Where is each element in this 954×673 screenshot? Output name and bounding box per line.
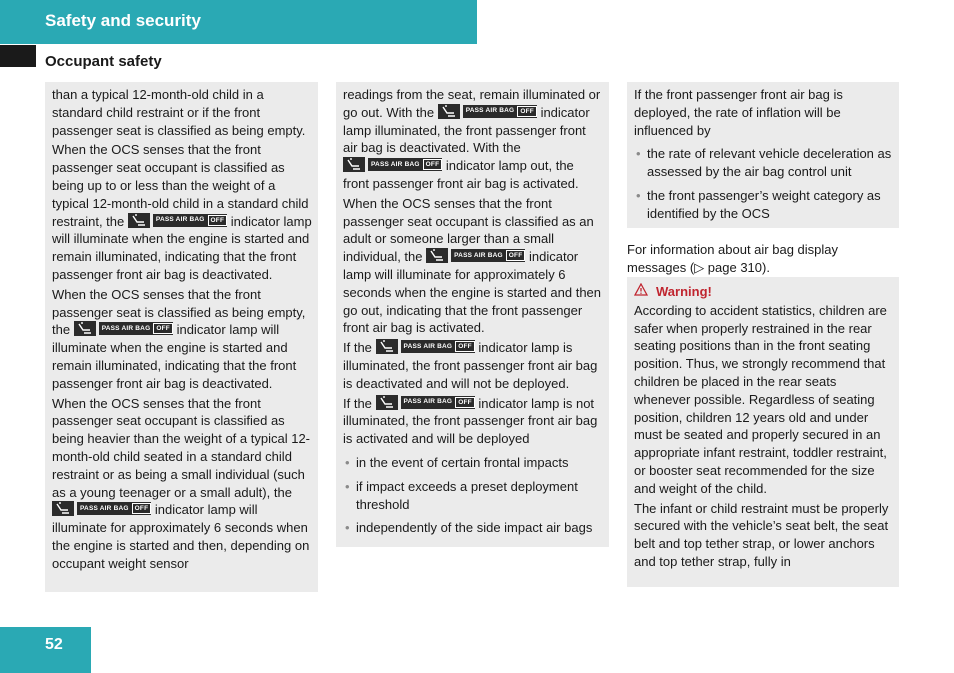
paragraph: When the OCS senses that the front passenger seat occupant is classified as an adult or someone larger than a small individual, the PASS AIR BAG OFF indicator lamp will illuminate for approximately 6 seconds when the engine is started and then go out, indicating that the front passenger front air bag is activated.	[343, 195, 602, 336]
paragraph: According to accident statistics, children are safer when properly restrained in the rear seating positions than in the front seating position. Thus, we strongly recommend that children be placed in the rear seats whenever possible. Regardless of seating position, children 12 years old and under must be seated and properly secured in an appropriate infant restraint, toddler restraint, or booster seat recommended for the size and weight of the child.	[634, 302, 887, 496]
warning-heading	[634, 283, 893, 301]
page-number: 52	[45, 636, 63, 653]
section-marker	[0, 45, 36, 67]
paragraph: When the OCS senses that the front passenger seat occupant is classified as being heavier than the weight of a typical 12-month-old child seated in a standard child restraint or as being a small individual (such as a young teenager or a small adult), the PASS AIR BAG OFF indicator lamp will illuminate for approximately 6 seconds when the engine is started and then, depending on occupant weight sensor	[52, 395, 311, 571]
paragraph: If the PASS AIR BAG OFF indicator lamp is not illuminated, the front passenger front air bag is activated and will be deployed	[343, 395, 598, 447]
pass-air-bag-off-icon: PASS AIR BAG OFF	[343, 157, 442, 172]
column-3-panel	[627, 82, 899, 228]
pass-air-bag-off-icon: PASS AIR BAG OFF	[74, 321, 173, 336]
section-title: Occupant safety	[45, 53, 162, 70]
list-item: • the front passenger’s weight category as identified by the OCS	[636, 187, 881, 221]
warning-panel	[627, 277, 899, 587]
bullet-icon: •	[345, 478, 350, 494]
column-2-panel	[336, 82, 609, 547]
list-item: • in the event of certain frontal impacts	[345, 454, 569, 470]
paragraph: When the OCS senses that the front passenger seat occupant is classified as being up to or less than the weight of a typical 12-month-old child in a standard child restraint, the PASS AIR BAG OFF indicator lamp will illuminate when the engine is started and remain illuminated, indicating that the front passenger front air bag is deactivated.	[52, 142, 312, 282]
pass-air-bag-off-icon: PASS AIR BAG OFF	[128, 213, 227, 228]
list-item: • the rate of relevant vehicle deceleration as assessed by the air bag control unit	[636, 146, 892, 180]
info-text	[627, 237, 899, 277]
pass-air-bag-off-icon: PASS AIR BAG OFF	[376, 395, 475, 410]
warning-title: Warning!	[656, 284, 712, 299]
paragraph: than a typical 12-month-old child in a standard child restraint or if the front passenger seat is classified as being empty.	[52, 87, 306, 138]
pass-air-bag-off-icon: PASS AIR BAG OFF	[438, 104, 537, 119]
list-item: • if impact exceeds a preset deployment threshold	[345, 478, 578, 512]
pass-air-bag-off-icon: PASS AIR BAG OFF	[426, 248, 525, 263]
pass-air-bag-off-icon: PASS AIR BAG OFF	[376, 339, 475, 354]
pass-air-bag-off-icon: PASS AIR BAG OFF	[52, 501, 151, 516]
paragraph: readings from the seat, remain illuminated or go out. With the PASS AIR BAG OFF indicator lamp illuminated, the front passenger front air bag is deactivated. With the PASS AIR BAG OFF indicator lamp out, the front passenger front air bag is activated.	[343, 87, 601, 191]
paragraph: If the PASS AIR BAG OFF indicator lamp is illuminated, the front passenger front air bag is deactivated and will not be deployed.	[343, 340, 598, 391]
warning-triangle-icon	[634, 283, 648, 301]
bullet-icon: •	[636, 187, 641, 203]
column-1-panel	[45, 82, 318, 592]
paragraph: For information about air bag display messages (▷ page 310).	[627, 242, 839, 275]
bullet-icon: •	[345, 520, 350, 536]
list-item: • independently of the side impact air bags	[345, 520, 593, 536]
paragraph: When the OCS senses that the front passenger seat is classified as being empty, the PASS AIR BAG OFF indicator lamp will illuminate when the engine is started and remain illuminated, indicating that the front passenger front air bag is deactivated.	[52, 286, 306, 391]
paragraph: If the front passenger front air bag is deployed, the rate of inflation will be influenced by	[634, 87, 843, 138]
bullet-icon: •	[345, 454, 350, 470]
bullet-icon: •	[636, 146, 641, 162]
chapter-title: Safety and security	[45, 11, 201, 30]
paragraph: The infant or child restraint must be properly secured with the vehicle’s seat belt, the seat belt and top tether strap, or lower anchors and top tether strap, fully in	[634, 500, 889, 569]
